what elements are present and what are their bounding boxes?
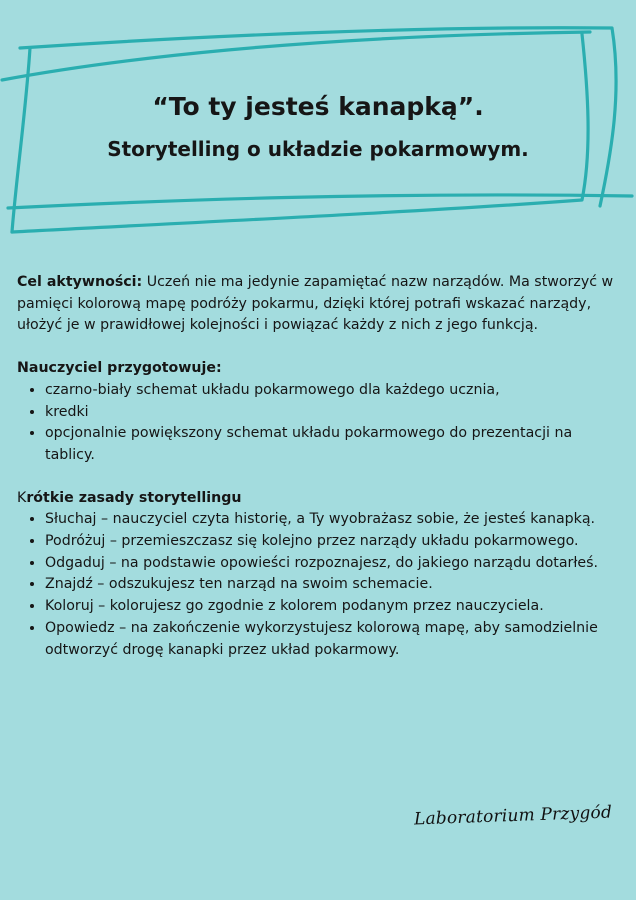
list-item: • opcjonalnie powiększony schemat układu pokarmowego do prezentacji na tablicy.	[45, 423, 617, 466]
goal-paragraph	[17, 272, 617, 337]
rules-heading	[17, 488, 617, 510]
list-item: • Znajdź – odszukujesz ten narząd na swoim schemacie.	[45, 574, 617, 596]
goal-text: Uczeń nie ma jedynie zapamiętać nazw narządów. Ma stworzyć w pamięci kolorową mapę podróży pokarmu, dzięki której potrafi wskazać narządy, ułożyć je w prawidłowej kolejności i powiązać każdy z nich z jego funkcją.	[17, 274, 614, 334]
signature-logo: Laboratorium Przygód	[413, 802, 613, 830]
list-item: • Odgaduj – na podstawie opowieści rozpoznajesz, do jakiego narządu dotarłeś.	[45, 553, 617, 575]
goal-label: Cel aktywności:	[17, 274, 143, 290]
list-item: • Podróżuj – przemieszczasz się kolejno przez narządy układu pokarmowego.	[45, 531, 617, 553]
list-item: • Opowiedz – na zakończenie wykorzystujesz kolorową mapę, aby samodzielnie odtworzyć drogę kanapki przez układ pokarmowy.	[45, 618, 617, 661]
list-item: • Koloruj – kolorujesz go zgodnie z kolorem podanym przez nauczyciela.	[45, 596, 617, 618]
header	[0, 90, 636, 164]
rules-section	[17, 488, 617, 662]
teacher-prep-section	[17, 358, 617, 467]
rules-list	[17, 509, 617, 661]
teacher-prep-list	[17, 380, 617, 467]
rules-heading-text: rótkie zasady storytellingu	[26, 489, 242, 506]
teacher-prep-heading: Nauczyciel przygotowuje:	[17, 360, 222, 377]
page-title: “To ty jesteś kanapką”.	[152, 92, 484, 121]
list-item: • kredki	[45, 402, 617, 424]
list-item: • czarno-biały schemat układu pokarmowego dla każdego ucznia,	[45, 380, 617, 402]
content	[17, 272, 617, 661]
page-subtitle: Storytelling o układzie pokarmowym.	[107, 137, 529, 161]
rules-heading-prefix: K	[17, 489, 27, 506]
list-item: • Słuchaj – nauczyciel czyta historię, a Ty wyobrażasz sobie, że jesteś kanapką.	[45, 509, 617, 531]
